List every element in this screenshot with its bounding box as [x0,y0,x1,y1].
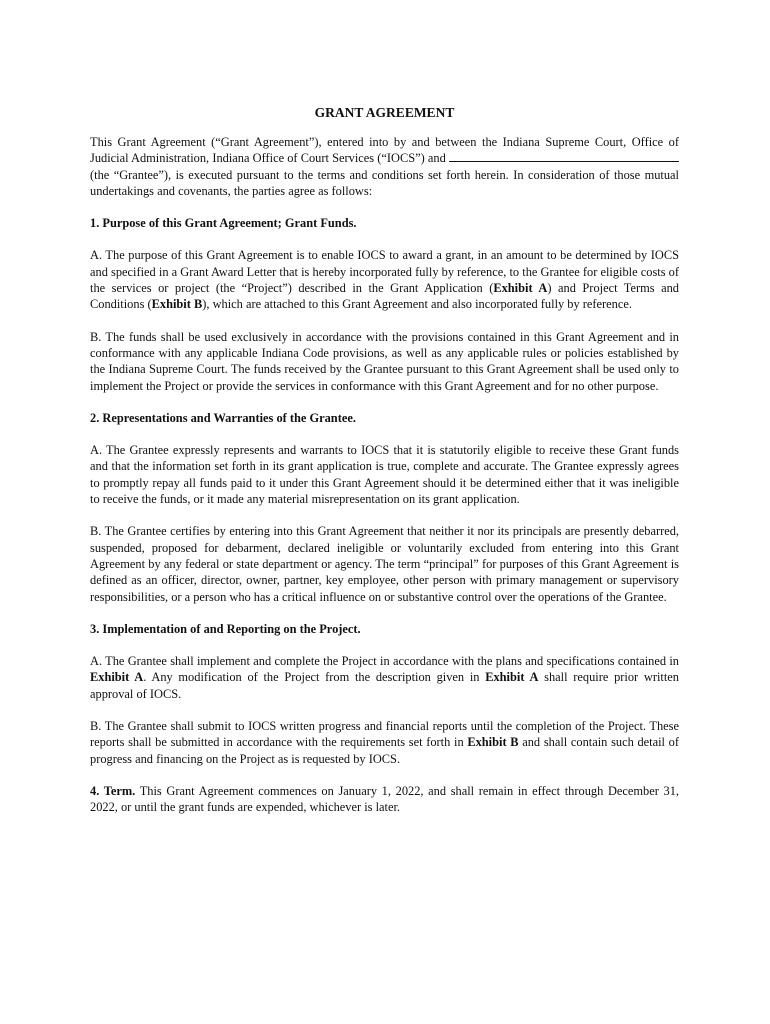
s3b-text-1: B. The Grantee shall submit to IOCS written progress and financial reports until the completion of the Project. These reports shall be submitted in accordance with the requirements set forth in [90,719,679,750]
section-1-paragraph-a [90,247,679,312]
s3a-text-3: shall require prior written approval of IOCS. [90,670,679,701]
section-3-paragraph-b [90,718,679,767]
section-1-paragraph-b: B. The funds shall be used exclusively in accordance with the provisions contained in this Grant Agreement and in conformance with any applicable Indiana Code provisions, as well as any applicable rules or policies established by the Indiana Supreme Court. The funds received by the Grantee pursuant to this Grant Agreement shall be used only to implement the Project or provide the services in conformance with this Grant Agreement and for no other purpose. [90,329,679,393]
section-3-heading: 3. Implementation of and Reporting on the Project. [90,621,361,636]
section-2-paragraph-a: A. The Grantee expressly represents and warrants to IOCS that it is statutorily eligible to receive these Grant funds and that the information set forth in its grant application is true, complete and accurate. The Grantee expressly agrees to promptly repay all funds paid to it under this Grant Agreement should it be determined either that it was ineligible to receive the funds, or it made any material misrepresentation on its grant application. [90,443,679,507]
exhibit-a-ref: Exhibit A [485,670,539,685]
s3a-text-2: . Any modification of the Project from the description given in [143,670,486,685]
s1a-text-3: ), which are attached to this Grant Agreement and also incorporated fully by reference. [202,297,632,312]
intro-text-part2: (the “Grantee”), is executed pursuant to the terms and conditions set forth herein. In consideration of those mutual undertakings and covenants, the parties agree as follows: [90,167,679,198]
s1a-text-1: A. The purpose of this Grant Agreement is to enable IOCS to award a grant, in an amount to be determined by IOCS and specified in a Grant Award Letter that is hereby incorporated fully by reference, to the Grantee for eligible costs of the services or project (the “Project”) described in the Grant Application ( [90,248,679,296]
s3b-text-2: and shall contain such detail of progress and financing on the Project as is requested by IOCS. [90,735,679,766]
s3a-text-1: A. The Grantee shall implement and complete the Project in accordance with the plans and specifications contained in [90,654,679,669]
section-4-heading: 4. Term. [90,783,136,798]
section-2-paragraph-b: B. The Grantee certifies by entering into this Grant Agreement that neither it nor its principals are presently debarred, suspended, proposed for debarment, declared ineligible or voluntarily excluded from entering into this Grant Agreement by any federal or state department or agency. The term “principal” for purposes of this Grant Agreement is defined as an officer, director, owner, partner, key employee, other person with primary management or supervisory responsibilities, or a person who has a critical influence on or substantive control over the operations of the Grantee. [90,524,679,604]
document-title: GRANT AGREEMENT [314,105,455,120]
section-2-heading: 2. Representations and Warranties of the Grantee. [90,410,356,425]
exhibit-a-ref: Exhibit A [493,281,548,296]
grantee-name-blank [449,150,679,162]
s1a-text-2: ) and Project Terms and Conditions ( [90,281,680,312]
exhibit-b-ref: Exhibit B [467,735,519,750]
section-4-paragraph [90,783,679,816]
intro-paragraph [90,134,679,199]
exhibit-a-ref: Exhibit A [90,670,144,685]
section-4-text: This Grant Agreement commences on January 1, 2022, and shall remain in effect through December 31, 2022, or until the grant funds are expended, whichever is later. [90,783,679,815]
section-1-heading: 1. Purpose of this Grant Agreement; Grant Funds. [90,216,357,231]
exhibit-b-ref: Exhibit B [151,297,203,312]
document-page [90,104,679,832]
section-3-paragraph-a [90,653,679,702]
intro-text-part1: This Grant Agreement (“Grant Agreement”), entered into by and between the Indiana Supreme Court, Office of Judicial Administration, Indiana Office of Court Services (“IOCS”) and [90,135,679,166]
